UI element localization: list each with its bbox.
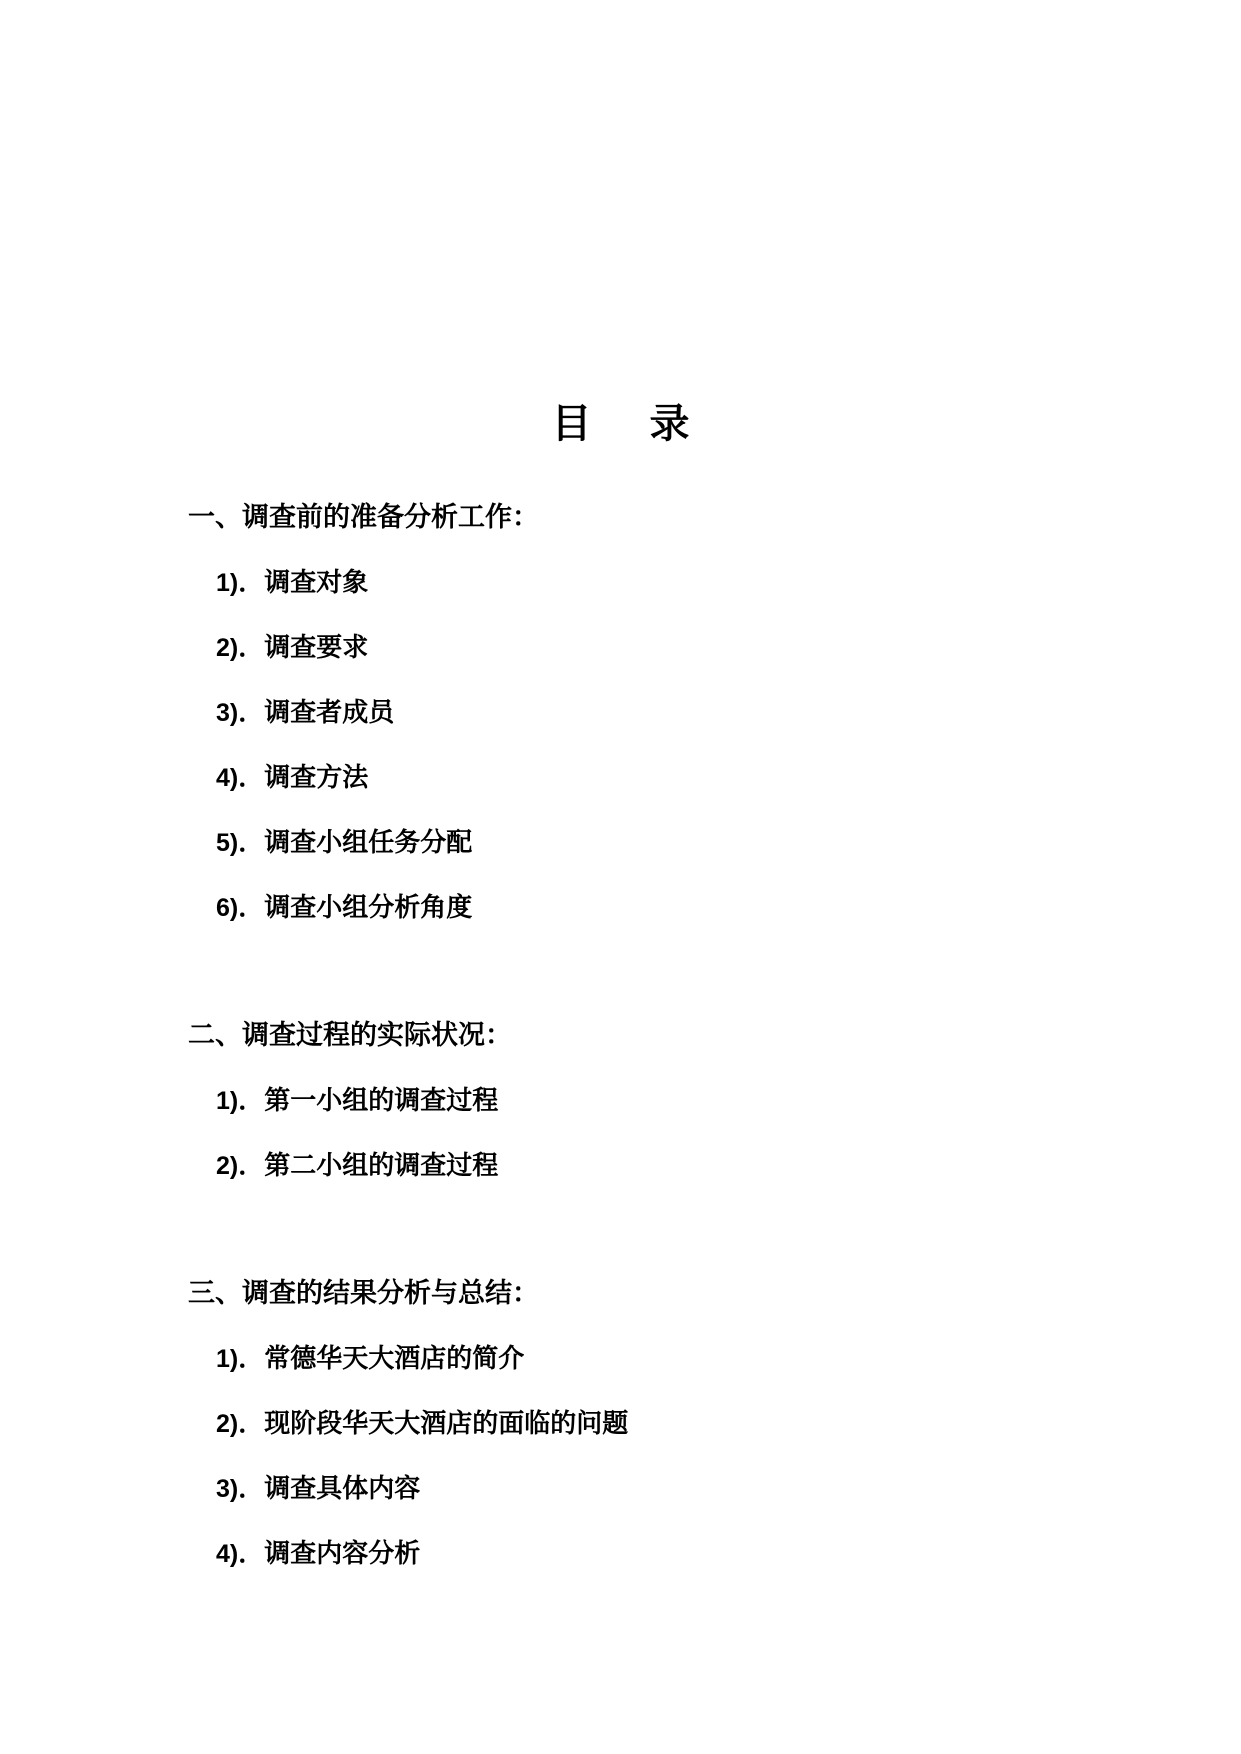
toc-item <box>188 1083 512 1119</box>
item-text: ．现阶段华天大酒店的面临的问题 <box>238 1409 629 1439</box>
section-heading: 二、调查过程的实际状况： <box>188 1020 512 1051</box>
toc-item <box>188 1341 628 1377</box>
toc-item <box>188 630 539 666</box>
item-number: 6) <box>216 894 239 922</box>
toc-item <box>188 695 539 731</box>
item-text: ．调查要求 <box>238 633 369 663</box>
item-number: 1) <box>216 569 239 597</box>
item-number: 1) <box>216 1345 239 1373</box>
toc-item <box>188 1406 628 1442</box>
item-text: ．调查对象 <box>238 568 369 598</box>
item-text: ．第一小组的调查过程 <box>238 1086 499 1116</box>
item-text: ．常德华天大酒店的简介 <box>238 1344 525 1374</box>
toc-item <box>188 825 539 861</box>
item-text: ．调查方法 <box>238 763 369 793</box>
item-text: ．调查小组任务分配 <box>238 828 473 858</box>
item-number: 2) <box>216 634 239 662</box>
toc-section-2 <box>188 1018 512 1184</box>
item-text: ．调查者成员 <box>238 698 395 728</box>
item-number: 3) <box>216 1475 239 1503</box>
item-text: ．调查内容分析 <box>238 1539 421 1569</box>
toc-title: 目 录 <box>551 401 712 447</box>
item-number: 2) <box>216 1152 239 1180</box>
section-items <box>188 565 539 926</box>
item-number: 2) <box>216 1410 239 1438</box>
toc-item <box>188 760 539 796</box>
toc-item <box>188 1471 628 1507</box>
item-number: 1) <box>216 1087 239 1115</box>
item-number: 3) <box>216 699 239 727</box>
toc-item <box>188 1536 628 1572</box>
toc-item <box>188 1148 512 1184</box>
item-text: ．第二小组的调查过程 <box>238 1151 499 1181</box>
toc-item <box>188 565 539 601</box>
item-number: 4) <box>216 1540 239 1568</box>
section-heading: 三、调查的结果分析与总结： <box>188 1278 539 1309</box>
section-items <box>188 1341 628 1572</box>
item-number: 4) <box>216 764 239 792</box>
section-heading: 一、调查前的准备分析工作： <box>188 502 539 533</box>
toc-item <box>188 890 539 926</box>
section-items <box>188 1083 512 1184</box>
item-number: 5) <box>216 829 239 857</box>
toc-section-1 <box>188 500 539 926</box>
item-text: ．调查小组分析角度 <box>238 893 473 923</box>
item-text: ．调查具体内容 <box>238 1474 421 1504</box>
toc-section-3 <box>188 1276 628 1572</box>
